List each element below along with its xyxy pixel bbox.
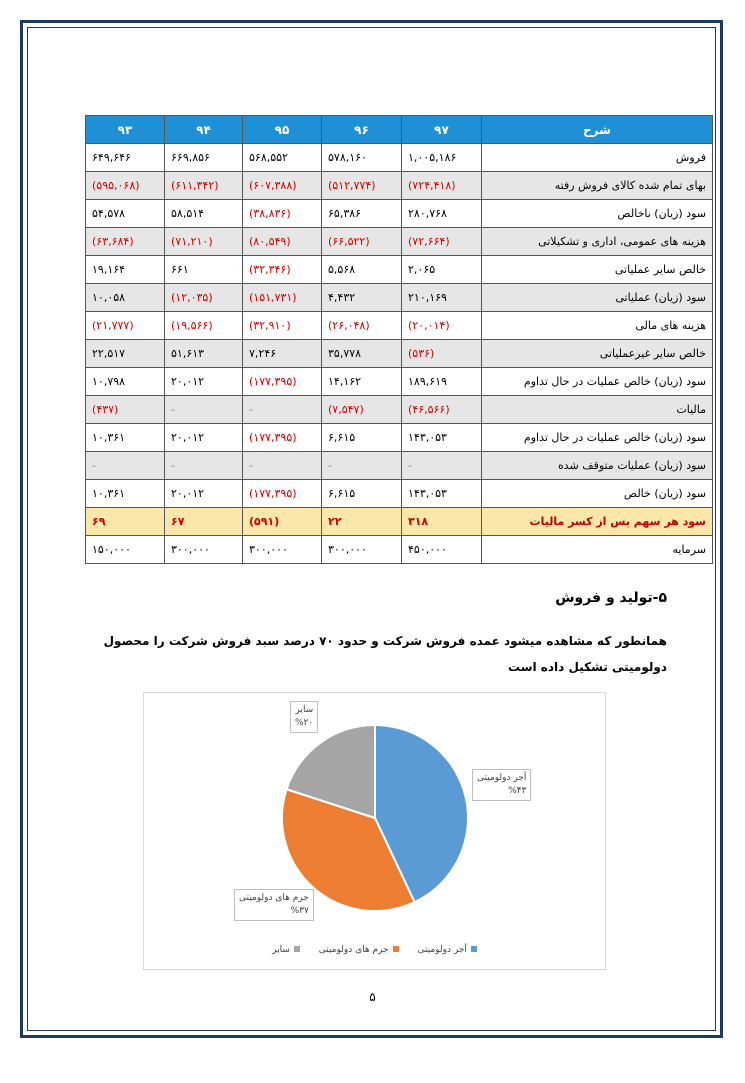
table-row	[86, 508, 713, 536]
row-value: ۵۷۸,۱۶۰	[322, 144, 402, 172]
section-heading: ۵-تولید و فروش	[555, 590, 667, 606]
row-value: ۲۸۰,۷۶۸	[402, 200, 482, 228]
legend-label-ajar: آجر دولومیتی	[417, 945, 467, 955]
row-value: ۶۴۹,۶۴۶	[86, 144, 165, 172]
table-row	[86, 536, 713, 564]
row-value: -	[86, 452, 165, 480]
row-value: -	[243, 452, 322, 480]
table-row	[86, 172, 713, 200]
header-year: ۹۷	[402, 116, 482, 144]
table-row	[86, 256, 713, 284]
row-value: ۱۴۳,۰۵۳	[402, 424, 482, 452]
page-number: ۵	[369, 990, 376, 1004]
row-value: (۷۲,۶۶۴)	[402, 228, 482, 256]
row-value: ۱۴,۱۶۲	[322, 368, 402, 396]
callout-jerm-pct: %۳۷	[290, 906, 309, 916]
row-value: ۳۰۰,۰۰۰	[165, 536, 243, 564]
callout-jerm	[234, 889, 314, 921]
row-value: -	[243, 396, 322, 424]
row-value: (۴۳۷)	[86, 396, 165, 424]
table-row	[86, 368, 713, 396]
table-row	[86, 228, 713, 256]
row-value: ۳۵,۷۷۸	[322, 340, 402, 368]
row-label: بهای تمام شده کالای فروش رفته	[482, 172, 713, 200]
table-row	[86, 200, 713, 228]
row-value: ۲۰,۰۱۲	[165, 424, 243, 452]
legend-item-sayer	[272, 945, 300, 955]
table-header-row	[86, 116, 713, 144]
row-value: (۵۹۱)	[243, 508, 322, 536]
pie-chart	[143, 692, 606, 970]
row-value: (۱۵۱,۷۳۱)	[243, 284, 322, 312]
callout-sayer	[290, 701, 318, 733]
row-value: ۱۵۰,۰۰۰	[86, 536, 165, 564]
row-value: ۱۰,۳۶۱	[86, 424, 165, 452]
financial-table	[85, 115, 713, 564]
row-value: ۱۰,۳۶۱	[86, 480, 165, 508]
table-row	[86, 340, 713, 368]
row-value: ۱۰,۰۵۸	[86, 284, 165, 312]
row-value: (۱۹,۵۶۶)	[165, 312, 243, 340]
table-row	[86, 424, 713, 452]
row-value: ۶۹	[86, 508, 165, 536]
row-value: ۲۲,۵۱۷	[86, 340, 165, 368]
table-row	[86, 144, 713, 172]
row-value: ۲۱۰,۱۶۹	[402, 284, 482, 312]
row-value: (۴۶,۵۶۶)	[402, 396, 482, 424]
row-value: (۱۲,۰۳۵)	[165, 284, 243, 312]
row-label: سود هر سهم پس از کسر مالیات	[482, 508, 713, 536]
row-label: مالیات	[482, 396, 713, 424]
callout-jerm-label: جرم های دولومیتی	[239, 893, 309, 903]
row-label: خالص سایر غیرعملیاتی	[482, 340, 713, 368]
row-label: هزینه های مالی	[482, 312, 713, 340]
legend-label-sayer: سایر	[272, 945, 290, 955]
row-value: ۵۶۸,۵۵۲	[243, 144, 322, 172]
header-year: ۹۳	[86, 116, 165, 144]
row-value: (۳۲,۳۴۶)	[243, 256, 322, 284]
header-year: ۹۵	[243, 116, 322, 144]
row-value: (۸۰,۵۴۹)	[243, 228, 322, 256]
callout-sayer-label: سایر	[295, 705, 314, 715]
row-value: (۵۳۶)	[402, 340, 482, 368]
row-label: سود (زیان) عملیات متوقف شده	[482, 452, 713, 480]
legend-swatch-sayer	[294, 946, 300, 952]
legend-swatch-jerm	[393, 946, 399, 952]
row-value: -	[165, 452, 243, 480]
row-label: سود (زیان) عملیاتی	[482, 284, 713, 312]
row-value: ۲۰,۰۱۲	[165, 480, 243, 508]
header-year: ۹۴	[165, 116, 243, 144]
table-body	[86, 144, 713, 564]
legend-item-jerm	[319, 945, 399, 955]
row-value: ۵۴,۵۷۸	[86, 200, 165, 228]
table-row	[86, 480, 713, 508]
callout-ajar	[472, 769, 531, 801]
row-label: سرمایه	[482, 536, 713, 564]
row-value: ۷,۲۴۶	[243, 340, 322, 368]
row-value: (۵۹۵,۰۶۸)	[86, 172, 165, 200]
row-label: فروش	[482, 144, 713, 172]
row-value: (۶۰۷,۳۸۸)	[243, 172, 322, 200]
row-value: (۶۶,۵۲۲)	[322, 228, 402, 256]
row-value: ۶۶۹,۸۵۶	[165, 144, 243, 172]
table-row	[86, 452, 713, 480]
pie-chart-svg	[144, 693, 607, 971]
row-value: -	[402, 452, 482, 480]
row-value: (۷,۵۴۷)	[322, 396, 402, 424]
row-value: (۳۲,۹۱۰)	[243, 312, 322, 340]
row-value: (۱۷۷,۳۹۵)	[243, 480, 322, 508]
legend-swatch-ajar	[471, 946, 477, 952]
row-value: ۱۰,۷۹۸	[86, 368, 165, 396]
row-label: سود (زیان) خالص عملیات در حال تداوم	[482, 368, 713, 396]
legend-label-jerm: جرم های دولومیتی	[318, 945, 389, 955]
row-value: ۲۰,۰۱۲	[165, 368, 243, 396]
row-value: ۶,۶۱۵	[322, 480, 402, 508]
row-value: (۲۱,۷۷۷)	[86, 312, 165, 340]
chart-legend	[144, 945, 605, 955]
row-value: ۴,۴۳۲	[322, 284, 402, 312]
row-value: ۵,۵۶۸	[322, 256, 402, 284]
row-value: (۲۶,۰۴۸)	[322, 312, 402, 340]
row-value: (۲۰,۰۱۴)	[402, 312, 482, 340]
row-value: ۱۸۹,۶۱۹	[402, 368, 482, 396]
table-row	[86, 284, 713, 312]
row-value: (۷۲۴,۴۱۸)	[402, 172, 482, 200]
header-year: ۹۶	[322, 116, 402, 144]
row-label: سود (زیان) خالص عملیات در حال تداوم	[482, 424, 713, 452]
row-value: ۲,۰۶۵	[402, 256, 482, 284]
header-description: شرح	[482, 116, 713, 144]
row-value: ۱,۰۰۵,۱۸۶	[402, 144, 482, 172]
callout-ajar-label: آجر دولومیتی	[477, 773, 527, 783]
row-value: (۱۷۷,۳۹۵)	[243, 368, 322, 396]
row-value: ۶۵,۳۸۶	[322, 200, 402, 228]
row-value: (۳۸,۸۳۶)	[243, 200, 322, 228]
row-value: ۴۵۰,۰۰۰	[402, 536, 482, 564]
row-value: ۲۲	[322, 508, 402, 536]
row-label: سود (زیان) خالص	[482, 480, 713, 508]
row-value: ۱۴۳,۰۵۳	[402, 480, 482, 508]
row-value: (۷۱,۲۱۰)	[165, 228, 243, 256]
row-value: -	[322, 452, 402, 480]
row-value: ۳۰۰,۰۰۰	[322, 536, 402, 564]
row-value: ۵۱,۶۱۳	[165, 340, 243, 368]
legend-item-ajar	[417, 945, 476, 955]
row-value: ۳۱۸	[402, 508, 482, 536]
row-value: ۵۸,۵۱۴	[165, 200, 243, 228]
row-value: (۶۳,۶۸۴)	[86, 228, 165, 256]
row-value: (۵۱۲,۷۷۴)	[322, 172, 402, 200]
row-value: ۳۰۰,۰۰۰	[243, 536, 322, 564]
table-row	[86, 312, 713, 340]
row-value: (۱۷۷,۳۹۵)	[243, 424, 322, 452]
row-value: -	[165, 396, 243, 424]
table-row	[86, 396, 713, 424]
row-label: هزینه های عمومی، اداری و تشکیلاتی	[482, 228, 713, 256]
row-value: ۱۹,۱۶۴	[86, 256, 165, 284]
row-label: سود (زیان) ناخالص	[482, 200, 713, 228]
row-value: ۶۷	[165, 508, 243, 536]
callout-ajar-pct: %۴۳	[508, 786, 527, 796]
row-value: (۶۱۱,۳۴۲)	[165, 172, 243, 200]
callout-sayer-pct: %۲۰	[295, 718, 314, 728]
row-value: ۶۶۱	[165, 256, 243, 284]
row-value: ۶,۶۱۵	[322, 424, 402, 452]
row-label: خالص سایر عملیاتی	[482, 256, 713, 284]
section-paragraph: همانطور که مشاهده میشود عمده فروش شرکت و حدود ۷۰ درصد سبد فروش شرکت را محصول دولومیتی تشکیل داده است	[103, 634, 667, 674]
